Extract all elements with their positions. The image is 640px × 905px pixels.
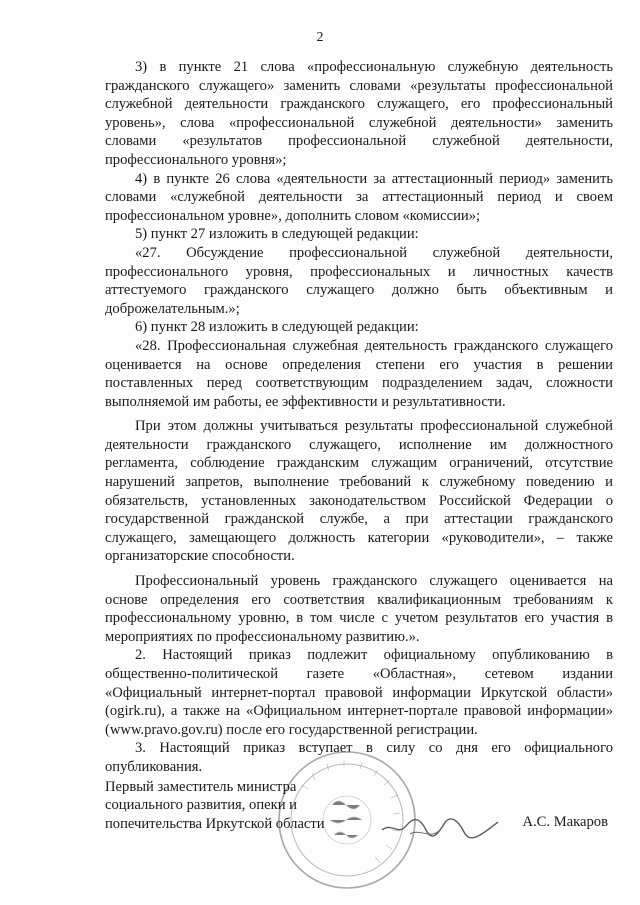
page-number: 2 [316, 30, 324, 45]
signature-block [105, 778, 613, 858]
paragraph-quote-28: «28. Профессиональная служебная деятельность гражданского служащего оценивается на основе определения степени его участия в решении поставленных перед соответствующим подразделением задач, сложности выполняемой им работы, ее эффективности и результативности. [105, 337, 613, 410]
paragraph-professional-level: Профессиональный уровень гражданского служащего оценивается на основе определения его соответствия квалификационным требованиям к профессиональному уровню, в том числе с учетом результатов его участия в мероприятиях по профессиональному развитию.». [105, 573, 613, 645]
signatory-position-line: социального развития, опеки и [105, 797, 297, 814]
signatory-name: А.С. Макаров [522, 814, 608, 830]
paragraph-item-6: 6) пункт 28 изложить в следующей редакции: [135, 319, 419, 336]
signatory-position-line: попечительства Иркутской области [105, 815, 325, 832]
paragraph-effective-date: 3. Настоящий приказ вступает в силу со дня его официального опубликования. [105, 740, 613, 775]
paragraph-item-5: 5) пункт 27 изложить в следующей редакции: [135, 226, 419, 243]
paragraph-quote-27: «27. Обсуждение профессиональной служебной деятельности, профессионального уровня, профессиональных и личностных качеств аттестуемого гражданского служащего должно быть объективным и доброжелательным.»; [105, 244, 613, 317]
paragraph-publication: 2. Настоящий приказ подлежит официальному опубликованию в общественно-политической газете «Областная», сетевом издании «Официальный интернет-портал правовой информации Иркутской области» (ogirk.ru), а также на «Официальном интернет-портале правовой информации» (www.pravo.gov.ru) после его государственной регистрации. [105, 647, 613, 738]
document-body [105, 58, 613, 777]
signatory-position-line: Первый заместитель министра [105, 779, 297, 795]
paragraph-item-4: 4) в пункте 26 слова «деятельности за аттестационный период» заменить словами «служебной деятельности за аттестационный период и своем профессиональном уровне», дополнить словом «комиссии»; [105, 170, 613, 224]
paragraph-item-3: 3) в пункте 21 слова «профессиональную служебную деятельность гражданского служащего» заменить словами «результаты профессиональной служебной деятельности гражданского служащего, его профессиональный уровень», слова «профессиональной служебной деятельности» заменить словами «результатов профессиональной служебной деятельности, профессионального уровня»; [105, 59, 613, 168]
paragraph-evaluation-criteria: При этом должны учитываться результаты профессиональной служебной деятельности гражданского служащего, исполнение им должностного регламента, соблюдение гражданским служащим ограничений, отсутствие нарушений запретов, выполнение требований к служебному поведению и обязательств, установленных законодательством Российской Федерации о государственной гражданской службе, а при аттестации гражданского служащего, замещающего должность категории «руководители», – также организаторские способности. [105, 418, 613, 565]
signatory-position [105, 778, 325, 833]
